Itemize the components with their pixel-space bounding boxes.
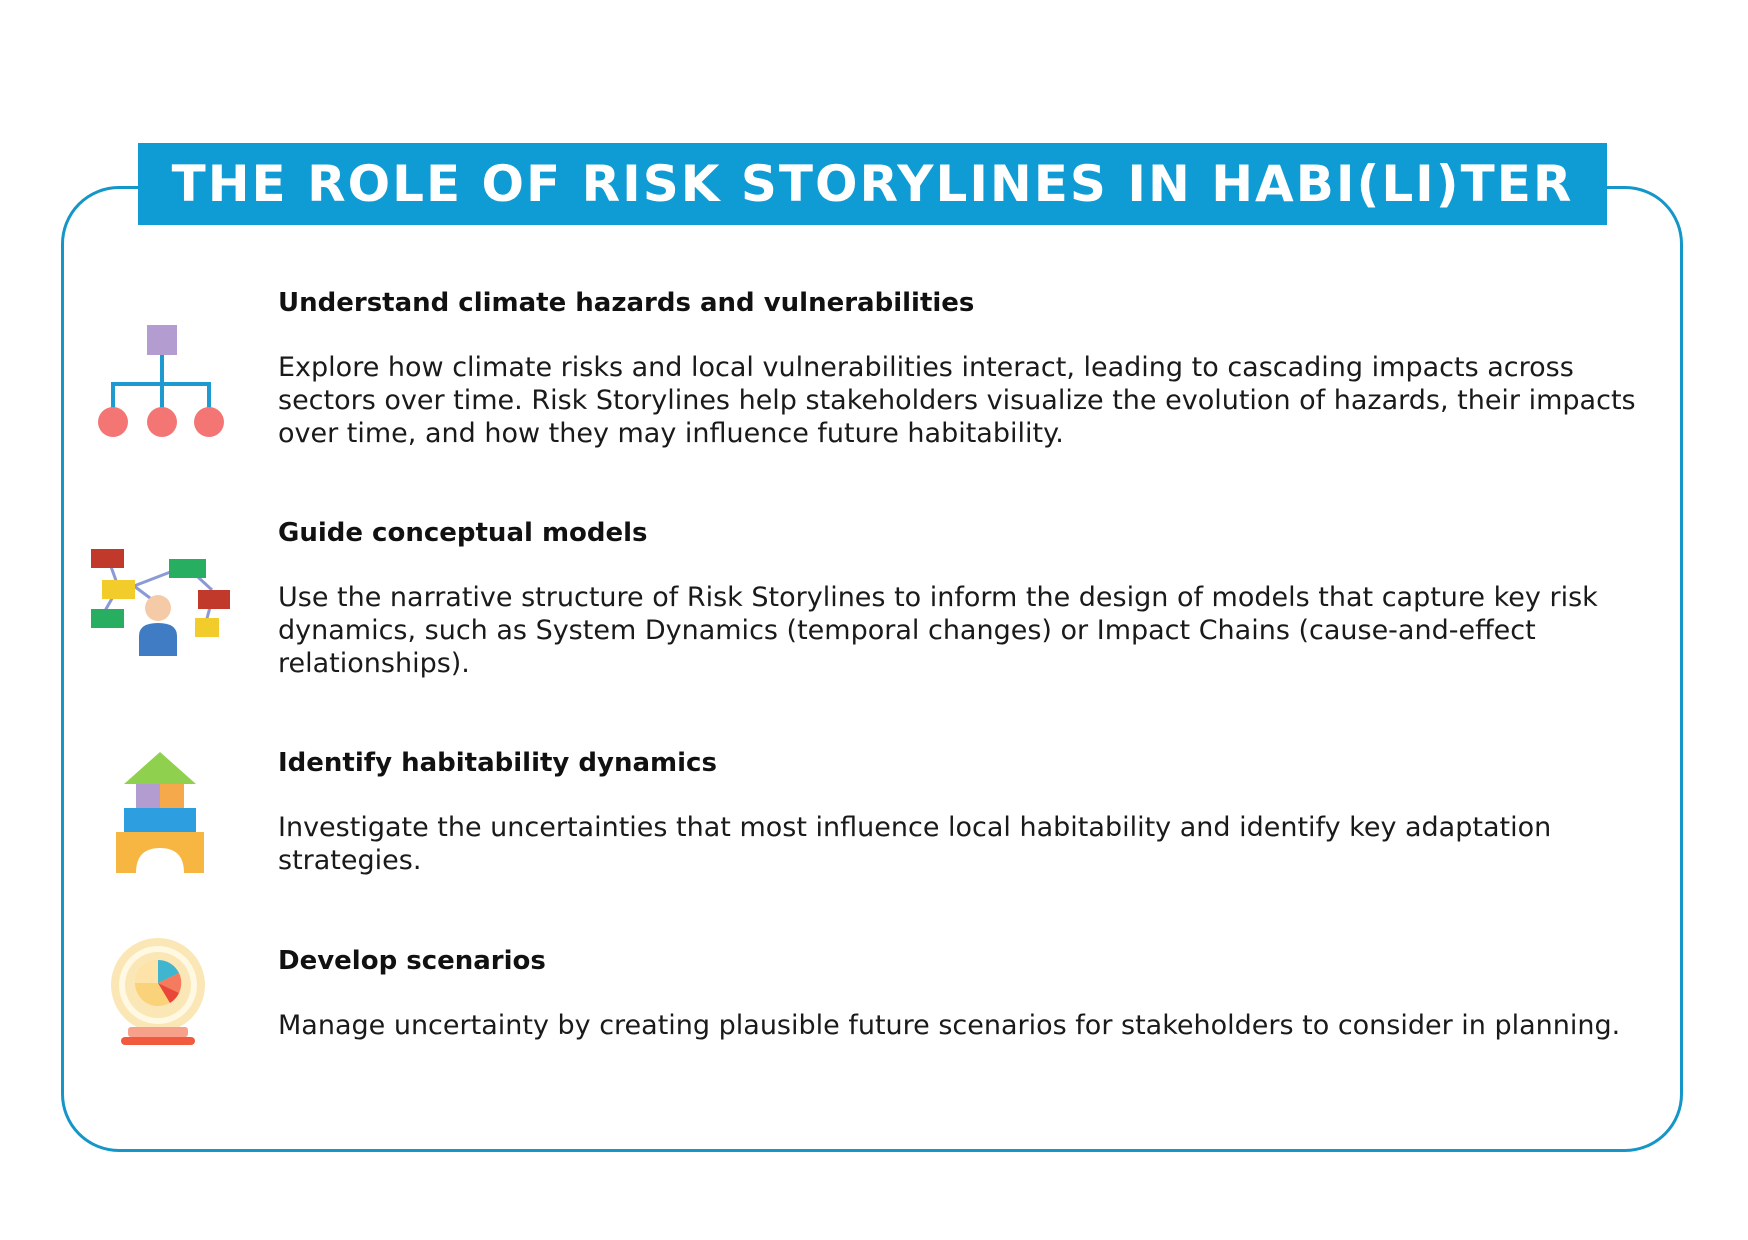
- concept-map-icon: [90, 548, 230, 658]
- section-body: Manage uncertainty by creating plausible future scenarios for stakeholders to consider in planning.: [278, 1010, 1621, 1041]
- section-heading: Identify habitability dynamics: [278, 748, 717, 778]
- section-body: Explore how climate risks and local vulnerabilities interact, leading to cascading impacts across sectors over time. Risk Storylines help stakeholders visualize the evolution of hazards, their impacts over time, and how they may influence future habitability.: [278, 352, 1636, 449]
- section-climate-hazards: [278, 287, 1638, 450]
- building-blocks-icon: [114, 750, 206, 876]
- section-habitability-dynamics: [278, 747, 1638, 877]
- section-heading: Guide conceptual models: [278, 518, 648, 548]
- section-body: Investigate the uncertainties that most influence local habitability and identify key adaptation strategies.: [278, 812, 1552, 876]
- crystal-ball-icon: [108, 935, 208, 1047]
- section-heading: Develop scenarios: [278, 946, 546, 976]
- title-banner: [138, 143, 1607, 225]
- section-conceptual-models: [278, 517, 1638, 680]
- hierarchy-icon: [96, 322, 231, 442]
- page-title: THE ROLE OF RISK STORYLINES IN HABI(LI)TER: [171, 155, 1574, 213]
- section-heading: Understand climate hazards and vulnerabilities: [278, 288, 975, 318]
- section-body: Use the narrative structure of Risk Storylines to inform the design of models that capture key risk dynamics, such as System Dynamics (temporal changes) or Impact Chains (cause-and-effect relationships).: [278, 582, 1598, 679]
- section-develop-scenarios: [278, 945, 1638, 1042]
